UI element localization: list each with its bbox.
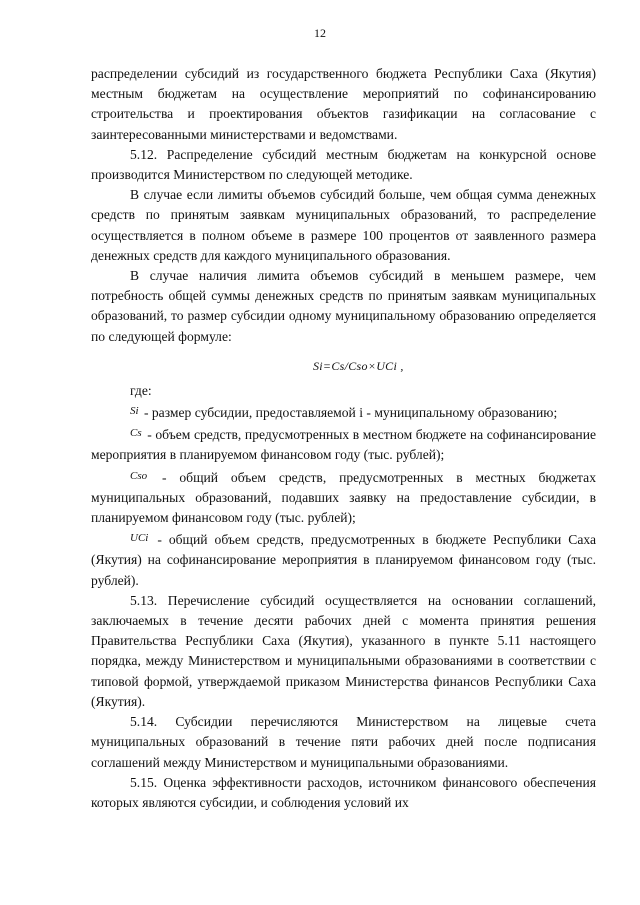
symbol-cso: Cso [130, 469, 148, 482]
definition-si-text: - размер субсидии, предоставляемой i - муниципальному образованию; [140, 405, 558, 421]
symbol-uci: UCi [130, 532, 149, 545]
definition-si [91, 401, 596, 423]
paragraph-limits-smaller: В случае наличия лимита объемов субсидий в меньшем размере, чем потребность общей суммы денежных средств по принятым заявкам муниципальных образований, то размер субсидии одному муниципальному образованию определяется по следующей формуле: [91, 268, 596, 344]
paragraph-limits-greater: В случае если лимиты объемов субсидий больше, чем общая сумма денежных средств по принятым заявкам муниципальных образований, то распределение осуществляется в полном объеме в размере 100 процентов от заявленного размера денежных средств для каждого муниципального образования. [91, 187, 596, 263]
paragraph-continuation: распределении субсидий из государственного бюджета Республики Саха (Якутия) местным бюджетам на осуществление мероприятий по софинансированию строительства и проектирования объектов газификации на согласование с заинтересованными министерствами и ведомствами. [91, 66, 596, 142]
paragraph-5-13: 5.13. Перечисление субсидий осуществляется на основании соглашений, заключаемых в течение десяти рабочих дней с момента принятия решения Правительства Республики Саха (Якутия), указанного в пункте 5.11 настоящего порядка, между Министерством и муниципальными образованиями в соответствии с типовой формой, утверждаемой приказом Министерства финансов Республики Саха (Якутия). [91, 592, 596, 709]
definition-uci-text: - общий объем средств, предусмотренных в бюджете Республики Саха (Якутия) на софинансирование мероприятия в планируемом финансовом году (тыс. рублей). [91, 532, 596, 588]
definition-cs-text: - объем средств, предусмотренных в местном бюджете на софинансирование мероприятия в планируемом финансовом году (тыс. рублей); [91, 427, 596, 463]
paragraph-5-14: 5.14. Субсидии перечисляются Министерством на лицевые счета муниципальных образований в течение пяти рабочих дней после подписания соглашений между Министерством и муниципальными образованиями. [91, 714, 596, 770]
subsidy-formula: Si=Cs/Cso×UCi , [313, 358, 404, 373]
document-body [91, 64, 596, 813]
definition-cso [91, 466, 596, 529]
definition-uci [91, 528, 596, 591]
paragraph-5-15: 5.15. Оценка эффективности расходов, источником финансового обеспечения которых являются субсидии, и соблюдения условий их [91, 774, 596, 810]
page-number: 12 [314, 26, 326, 40]
symbol-cs: Cs [130, 427, 142, 440]
symbol-si: Si [130, 405, 139, 418]
where-label: где: [130, 382, 152, 398]
definition-cso-text: - общий объем средств, предусмотренных в местных бюджетах муниципальных образований, подавших заявку на предоставление субсидии, в планируемом финансовом году (тыс. рублей); [91, 469, 596, 526]
paragraph-5-12: 5.12. Распределение субсидий местным бюджетам на конкурсной основе производится Министерством по следующей методике. [91, 146, 596, 183]
definition-cs [91, 423, 596, 465]
